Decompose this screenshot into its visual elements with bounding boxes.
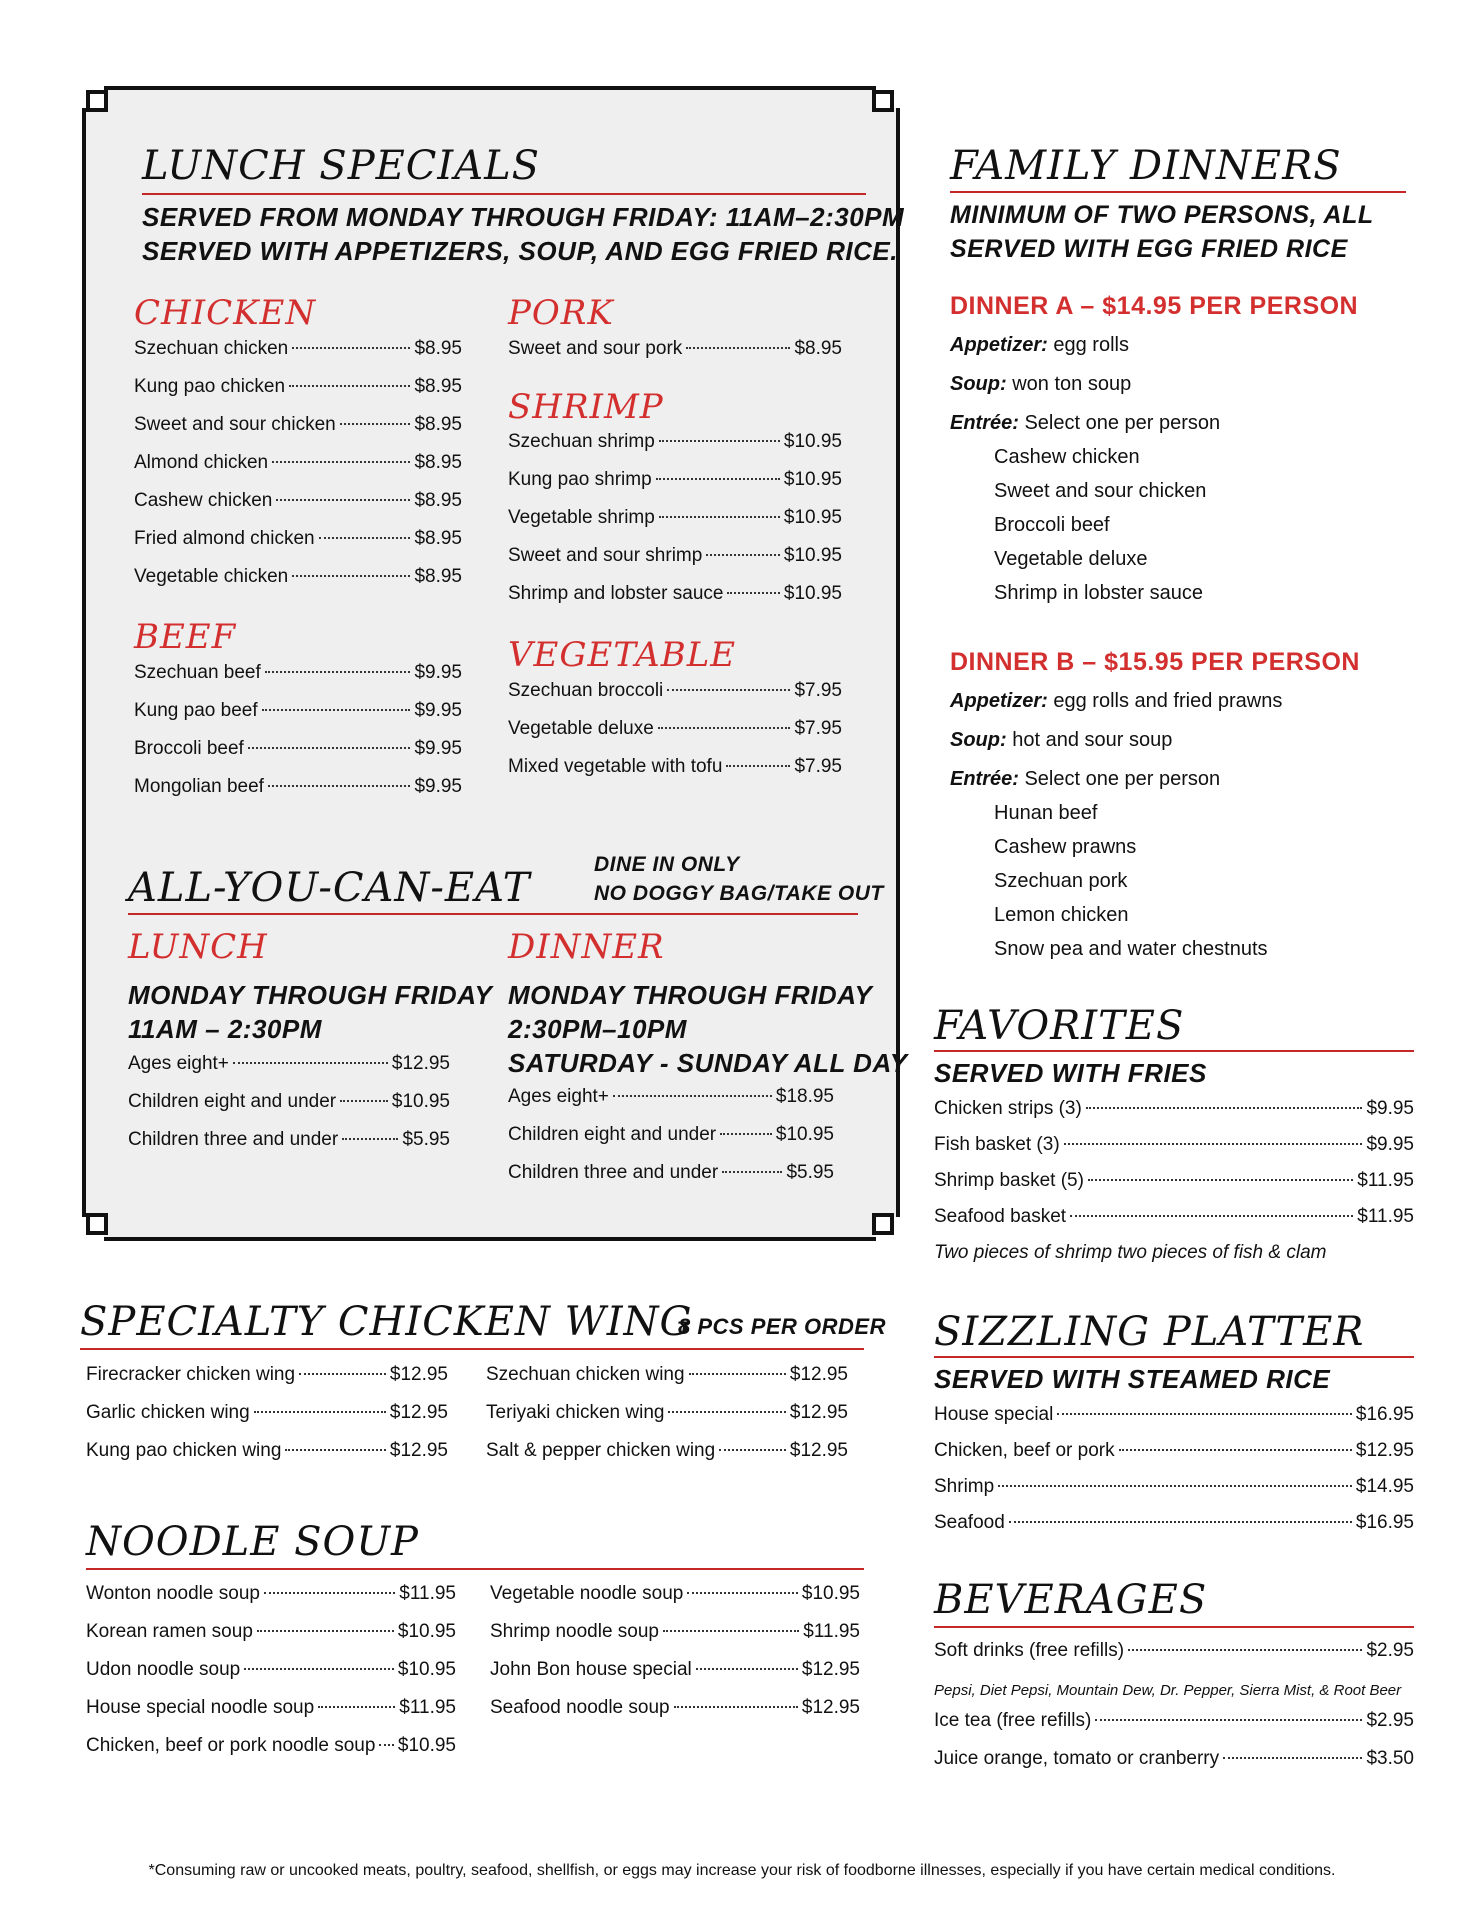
list-item: Korean ramen soup $10.95 xyxy=(86,1621,456,1642)
dinner-b-soup: Soup: hot and sour soup xyxy=(950,729,1173,751)
list-item: Vegetable deluxe xyxy=(994,548,1148,570)
all-you-can-eat-title: ALL-YOU-CAN-EAT xyxy=(128,865,531,911)
pork-list xyxy=(508,338,842,376)
favorites-title: FAVORITES xyxy=(934,1003,1185,1049)
list-item: Children three and under $5.95 xyxy=(508,1162,834,1183)
sizzling-list xyxy=(934,1404,1414,1548)
divider xyxy=(86,1568,864,1570)
list-item: Children eight and under $10.95 xyxy=(128,1091,450,1112)
list-item: Kung pao chicken $8.95 xyxy=(134,376,462,397)
wings-list-left xyxy=(86,1364,448,1478)
sizzling-subtitle: SERVED WITH STEAMED RICE xyxy=(934,1364,1331,1394)
chicken-heading: CHICKEN xyxy=(134,293,317,333)
list-item: Mixed vegetable with tofu $7.95 xyxy=(508,756,842,777)
list-item: Chicken, beef or pork $12.95 xyxy=(934,1440,1414,1461)
subtitle-line: MINIMUM OF TWO PERSONS, ALL xyxy=(950,201,1374,229)
hours-line: MONDAY THROUGH FRIDAY xyxy=(508,980,873,1010)
list-item: Shrimp in lobster sauce xyxy=(994,582,1203,604)
list-item: Snow pea and water chestnuts xyxy=(994,938,1268,960)
lunch-specials-subtitle xyxy=(142,200,904,268)
list-item: Broccoli beef xyxy=(994,514,1110,536)
noodle-list-left xyxy=(86,1583,456,1773)
dinner-a-soup: Soup: won ton soup xyxy=(950,373,1132,395)
note-line: NO DOGGY BAG/TAKE OUT xyxy=(594,882,884,905)
dinner-b-appetizer: Appetizer: egg rolls and fried prawns xyxy=(950,690,1283,712)
wings-note: 8 PCS PER ORDER xyxy=(678,1314,886,1339)
vegetable-list xyxy=(508,680,842,794)
list-item: Mongolian beef $9.95 xyxy=(134,776,462,797)
dine-in-note xyxy=(594,850,884,908)
list-item: Children three and under $5.95 xyxy=(128,1129,450,1150)
list-item: Szechuan broccoli $7.95 xyxy=(508,680,842,701)
list-item: Kung pao shrimp $10.95 xyxy=(508,469,842,490)
ayce-dinner-list xyxy=(508,1086,834,1200)
subtitle-line: SERVED WITH APPETIZERS, SOUP, AND EGG FRIED RICE. xyxy=(142,236,898,266)
divider xyxy=(934,1356,1414,1358)
corner-ornament xyxy=(76,1217,104,1245)
list-item: Kung pao beef $9.95 xyxy=(134,700,462,721)
corner-ornament xyxy=(876,80,904,108)
list-item: Szechuan chicken $8.95 xyxy=(134,338,462,359)
hours-line: 2:30PM–10PM xyxy=(508,1014,687,1044)
dinner-a-appetizer: Appetizer: egg rolls xyxy=(950,334,1129,356)
subtitle-line: SERVED FROM MONDAY THROUGH FRIDAY: 11AM–2:30PM xyxy=(142,202,905,232)
divider xyxy=(950,191,1406,193)
list-item: Ages eight+ $12.95 xyxy=(128,1053,450,1074)
list-item: Vegetable noodle soup $10.95 xyxy=(490,1583,860,1604)
list-item: Vegetable shrimp $10.95 xyxy=(508,507,842,528)
ayce-lunch-hours xyxy=(128,978,492,1046)
list-item: Sweet and sour chicken $8.95 xyxy=(134,414,462,435)
list-item: Chicken, beef or pork noodle soup $10.95 xyxy=(86,1735,456,1756)
list-item: Hunan beef xyxy=(994,802,1098,824)
pork-heading: PORK xyxy=(508,293,614,333)
dinner-b-entree: Entrée: Select one per person xyxy=(950,768,1221,790)
divider xyxy=(934,1626,1414,1628)
list-item: Chicken strips (3) $9.95 xyxy=(934,1098,1414,1119)
list-item: Shrimp $14.95 xyxy=(934,1476,1414,1497)
corner-ornament xyxy=(76,80,104,108)
list-item: Firecracker chicken wing $12.95 xyxy=(86,1364,448,1385)
list-item: Lemon chicken xyxy=(994,904,1129,926)
divider xyxy=(80,1348,864,1350)
family-dinners-subtitle xyxy=(950,198,1374,266)
list-item: Soft drinks (free refills) $2.95 xyxy=(934,1640,1414,1661)
list-item: Ages eight+ $18.95 xyxy=(508,1086,834,1107)
list-item: Sweet and sour shrimp $10.95 xyxy=(508,545,842,566)
list-item: Garlic chicken wing $12.95 xyxy=(86,1402,448,1423)
dinner-a xyxy=(950,292,1420,616)
list-item: Cashew prawns xyxy=(994,836,1137,858)
dinner-a-heading: DINNER A – $14.95 PER PERSON xyxy=(950,292,1359,320)
list-item: Fish basket (3) $9.95 xyxy=(934,1134,1414,1155)
noodle-soup-title: NOODLE SOUP xyxy=(86,1519,419,1565)
lunch-specials-title: LUNCH SPECIALS xyxy=(142,143,541,189)
shrimp-heading: SHRIMP xyxy=(508,387,664,427)
dinner-b-heading: DINNER B – $15.95 PER PERSON xyxy=(950,648,1360,676)
list-item: Vegetable chicken $8.95 xyxy=(134,566,462,587)
list-item: House special $16.95 xyxy=(934,1404,1414,1425)
vegetable-heading: VEGETABLE xyxy=(508,635,737,675)
family-dinners-title: FAMILY DINNERS xyxy=(950,143,1342,189)
list-item: Szechuan chicken wing $12.95 xyxy=(486,1364,848,1385)
list-item: Sweet and sour pork $8.95 xyxy=(508,338,842,359)
list-item: Kung pao chicken wing $12.95 xyxy=(86,1440,448,1461)
list-item: Teriyaki chicken wing $12.95 xyxy=(486,1402,848,1423)
list-item: House special noodle soup $11.95 xyxy=(86,1697,456,1718)
hours-line: SATURDAY - SUNDAY ALL DAY xyxy=(508,1048,908,1078)
list-item: Juice orange, tomato or cranberry $3.50 xyxy=(934,1748,1414,1769)
ayce-lunch-heading: LUNCH xyxy=(128,927,268,967)
list-item: Children eight and under $10.95 xyxy=(508,1124,834,1145)
beef-heading: BEEF xyxy=(134,617,237,657)
favorites-note: Two pieces of shrimp two pieces of fish & clam xyxy=(934,1242,1327,1263)
list-item: Vegetable deluxe $7.95 xyxy=(508,718,842,739)
list-item: Cashew chicken $8.95 xyxy=(134,490,462,511)
list-item: Shrimp noodle soup $11.95 xyxy=(490,1621,860,1642)
list-item: Ice tea (free refills) $2.95 xyxy=(934,1710,1414,1731)
list-item: Seafood noodle soup $12.95 xyxy=(490,1697,860,1718)
subtitle-line: SERVED WITH EGG FRIED RICE xyxy=(950,235,1348,263)
list-item: John Bon house special $12.95 xyxy=(490,1659,860,1680)
dinner-b xyxy=(950,648,1420,972)
list-item: Seafood basket $11.95 xyxy=(934,1206,1414,1227)
shrimp-list xyxy=(508,431,842,621)
ayce-dinner-hours xyxy=(508,978,908,1080)
favorites-subtitle: SERVED WITH FRIES xyxy=(934,1058,1207,1088)
list-item: Shrimp basket (5) $11.95 xyxy=(934,1170,1414,1191)
list-item: Fried almond chicken $8.95 xyxy=(134,528,462,549)
divider xyxy=(142,193,866,195)
dinner-a-entree: Entrée: Select one per person xyxy=(950,412,1221,434)
soft-drinks-note: Pepsi, Diet Pepsi, Mountain Dew, Dr. Pepper, Sierra Mist, & Root Beer xyxy=(934,1682,1402,1699)
noodle-list-right xyxy=(490,1583,860,1735)
ayce-dinner-heading: DINNER xyxy=(508,927,665,967)
divider xyxy=(934,1050,1414,1052)
list-item: Szechuan pork xyxy=(994,870,1128,892)
footer-disclaimer: *Consuming raw or uncooked meats, poultry, seafood, shellfish, or eggs may increase your risk of foodborne illnesses, especially if you have certain medical conditions. xyxy=(148,1862,1336,1879)
list-item: Udon noodle soup $10.95 xyxy=(86,1659,456,1680)
list-item: Szechuan shrimp $10.95 xyxy=(508,431,842,452)
beverages-list xyxy=(934,1640,1414,1786)
list-item: Cashew chicken xyxy=(994,446,1140,468)
list-item: Sweet and sour chicken xyxy=(994,480,1207,502)
list-item: Salt & pepper chicken wing $12.95 xyxy=(486,1440,848,1461)
sizzling-title: SIZZLING PLATTER xyxy=(934,1309,1365,1355)
corner-ornament xyxy=(876,1217,904,1245)
hours-line: 11AM – 2:30PM xyxy=(128,1014,322,1044)
favorites-list xyxy=(934,1098,1414,1278)
chicken-list xyxy=(134,338,462,604)
list-item: Broccoli beef $9.95 xyxy=(134,738,462,759)
list-item: Almond chicken $8.95 xyxy=(134,452,462,473)
wings-list-right xyxy=(486,1364,848,1478)
list-item: Shrimp and lobster sauce $10.95 xyxy=(508,583,842,604)
list-item: Wonton noodle soup $11.95 xyxy=(86,1583,456,1604)
beverages-title: BEVERAGES xyxy=(934,1577,1208,1623)
divider xyxy=(128,913,858,915)
wings-title: SPECIALTY CHICKEN WING xyxy=(80,1299,693,1345)
ayce-lunch-list xyxy=(128,1053,450,1167)
note-line: DINE IN ONLY xyxy=(594,853,740,876)
list-item: Szechuan beef $9.95 xyxy=(134,662,462,683)
beef-list xyxy=(134,662,462,814)
hours-line: MONDAY THROUGH FRIDAY xyxy=(128,980,493,1010)
list-item: Seafood $16.95 xyxy=(934,1512,1414,1533)
